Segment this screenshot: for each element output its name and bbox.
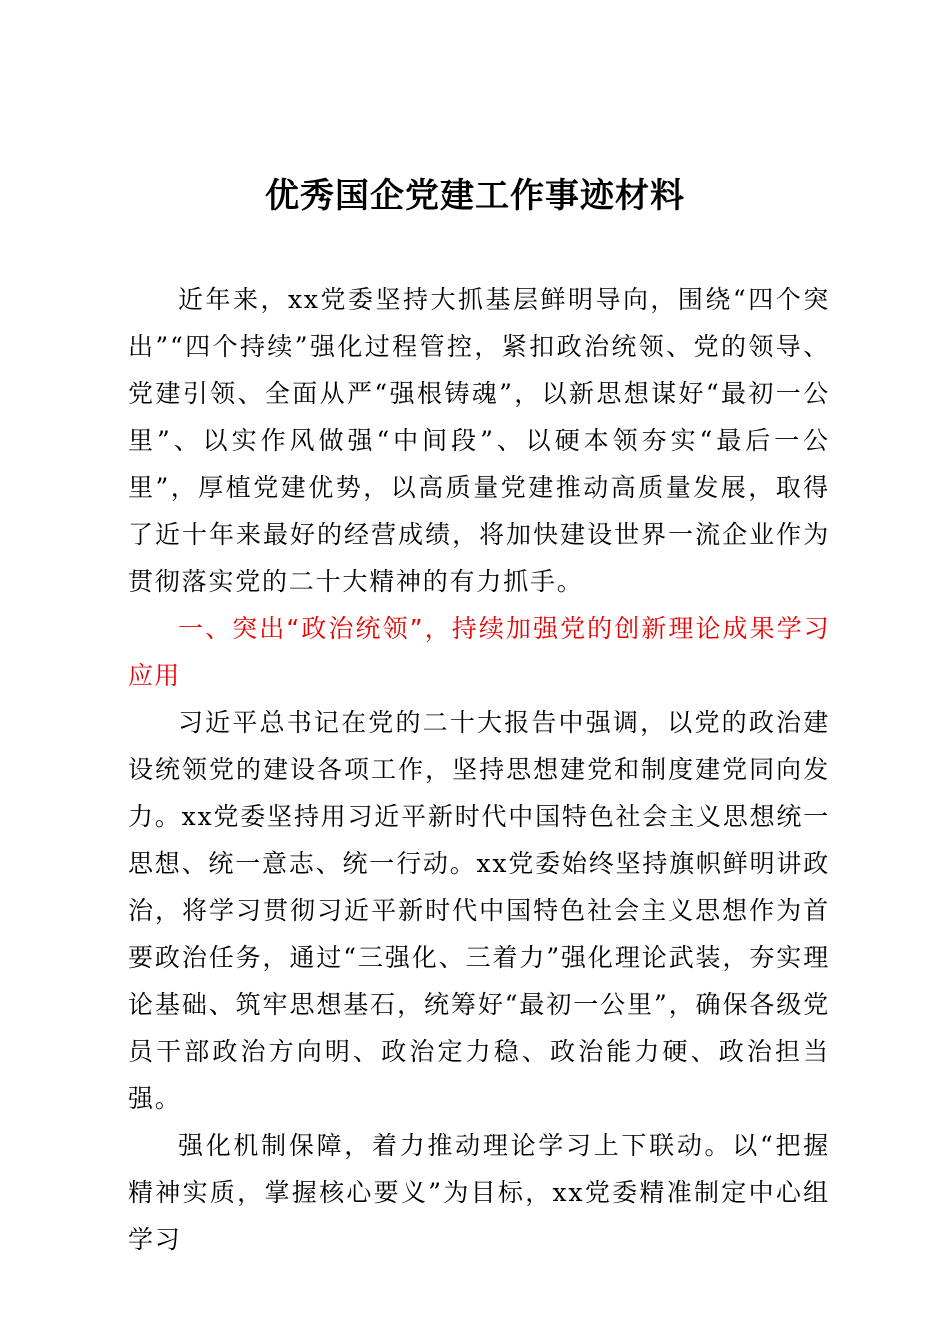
section-paragraph: 习近平总书记在党的二十大报告中强调，以党的政治建设统领党的建设各项工作，坚持思想建党和制度建党同向发力。xx党委坚持用习近平新时代中国特色社会主义思想统一思想、统一意志、统一行动。xx党委始终坚持旗帜鲜明讲政治，将学习贯彻习近平新时代中国特色社会主义思想作为首要政治任务，通过“三强化、三着力”强化理论武装，夯实理论基础、筑牢思想基石，统筹好“最初一公里”，确保各级党员干部政治方向明、政治定力稳、政治能力硬、政治担当强。 xyxy=(128,708,830,1113)
section-heading: 一、突出“政治统领”，持续加强党的创新理论成果学习应用 xyxy=(128,614,830,690)
intro-paragraph: 近年来，xx党委坚持大抓基层鲜明导向，围绕“四个突出”“四个持续”强化过程管控，紧扣政治统领、党的领导、党建引领、全面从严“强根铸魂”，以新思想谋好“最初一公里”、以实作风做强“中间段”、以硬本领夯实“最后一公里”，厚植党建优势，以高质量党建推动高质量发展，取得了近十年来最好的经营成绩，将加快建设世界一流企业作为贯彻落实党的二十大精神的有力抓手。 xyxy=(128,285,830,596)
document-body xyxy=(128,276,830,1263)
document-title: 优秀国企党建工作事迹材料 xyxy=(265,176,685,216)
continuation-paragraph: 强化机制保障，着力推动理论学习上下联动。以“把握精神实质，掌握核心要义”为目标，xx党委精准制定中心组学习 xyxy=(128,1131,830,1254)
